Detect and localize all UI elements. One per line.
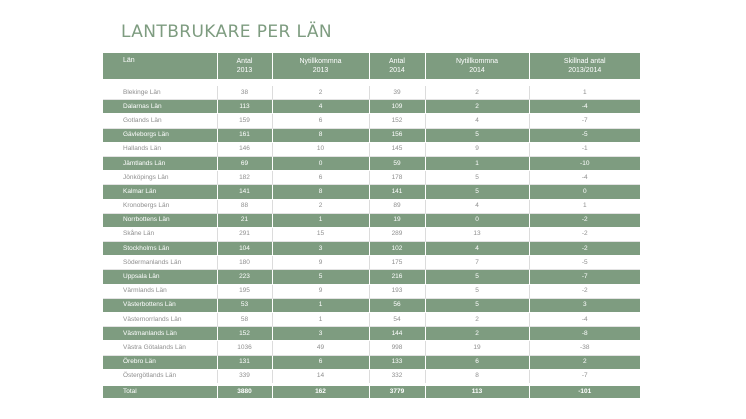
nytillkomna-2014-cell: 2: [425, 327, 529, 341]
nytillkomna-2013-cell: 2: [272, 199, 369, 213]
antal-2014-cell: 144: [369, 327, 425, 341]
table-body: [103, 79, 640, 398]
antal-2014-cell: 56: [369, 298, 425, 312]
nytillkomna-2014-cell: 6: [425, 355, 529, 369]
county-cell: Dalarnas Län: [103, 100, 217, 114]
nytillkomna-2013-cell: 9: [272, 284, 369, 298]
nytillkomna-2014-cell: 1: [425, 156, 529, 170]
nytillkomna-2013-cell: 3: [272, 242, 369, 256]
skillnad-cell: 0: [529, 185, 640, 199]
county-table: [103, 53, 640, 398]
antal-2013-cell: 141: [217, 185, 272, 199]
antal-2013-cell: 88: [217, 199, 272, 213]
nytillkomna-2014-cell: 13: [425, 227, 529, 241]
nytillkomna-2013-cell: 14: [272, 369, 369, 384]
antal-2014-cell: 193: [369, 284, 425, 298]
header-nytillkomna-2013-line-2: 2013: [312, 67, 329, 74]
table-row: [103, 270, 640, 284]
header-nytillkomna-2014-line-2: 2014: [469, 67, 485, 74]
county-cell: Hallands Län: [103, 142, 217, 156]
antal-2013-cell: 182: [217, 171, 272, 185]
antal-2014-cell: 102: [369, 242, 425, 256]
county-cell: Jämtlands Län: [103, 156, 217, 170]
county-table-wrapper: [103, 53, 640, 398]
county-cell: Norrbottens Län: [103, 213, 217, 227]
antal-2014-cell: 998: [369, 341, 425, 355]
antal-2013-cell: 161: [217, 128, 272, 142]
nytillkomna-2013-cell: 8: [272, 185, 369, 199]
skillnad-cell: -2: [529, 284, 640, 298]
table-row: [103, 128, 640, 142]
antal-2014-cell: 109: [369, 100, 425, 114]
nytillkomna-2013-cell: 5: [272, 270, 369, 284]
antal-2014-cell: 54: [369, 313, 425, 327]
header-nytillkomna-2013: [272, 53, 369, 79]
county-cell: Kalmar Län: [103, 185, 217, 199]
antal-2014-cell: 59: [369, 156, 425, 170]
table-row: [103, 86, 640, 100]
header-antal-2013: [217, 53, 272, 79]
nytillkomna-2014-cell: 4: [425, 114, 529, 128]
nytillkomna-2014-cell: 19: [425, 341, 529, 355]
nytillkomna-2013-cell: 1: [272, 313, 369, 327]
county-cell: Västernorrlands Län: [103, 313, 217, 327]
nytillkomna-2014-cell: 2: [425, 86, 529, 100]
total-row: [103, 384, 640, 398]
skillnad-cell: 2: [529, 355, 640, 369]
nytillkomna-2013-cell: 6: [272, 355, 369, 369]
nytillkomna-2013-cell: 2: [272, 86, 369, 100]
skillnad-cell: -7: [529, 114, 640, 128]
total-antal-2014-cell: 3779: [369, 384, 425, 398]
table-row: [103, 199, 640, 213]
antal-2014-cell: 152: [369, 114, 425, 128]
table-row: [103, 242, 640, 256]
county-cell: Västmanlands Län: [103, 327, 217, 341]
header-skillnad-line-2: 2013/2014: [568, 67, 602, 74]
skillnad-cell: -4: [529, 100, 640, 114]
antal-2014-cell: 89: [369, 199, 425, 213]
nytillkomna-2014-cell: 4: [425, 199, 529, 213]
table-row: [103, 313, 640, 327]
county-cell: Södermanlands Län: [103, 256, 217, 270]
total-skillnad-cell: -101: [529, 384, 640, 398]
skillnad-cell: -7: [529, 270, 640, 284]
antal-2013-cell: 58: [217, 313, 272, 327]
nytillkomna-2014-cell: 4: [425, 242, 529, 256]
table-header: [103, 53, 640, 79]
skillnad-cell: -4: [529, 313, 640, 327]
table-row: [103, 256, 640, 270]
skillnad-cell: -2: [529, 242, 640, 256]
antal-2014-cell: 216: [369, 270, 425, 284]
header-skillnad-line-1: Skillnad antal: [563, 58, 606, 65]
table-row: [103, 213, 640, 227]
county-cell: Örebro Län: [103, 355, 217, 369]
header-antal-2013-line-1: Antal: [236, 58, 253, 65]
antal-2013-cell: 113: [217, 100, 272, 114]
antal-2013-cell: 291: [217, 227, 272, 241]
county-cell: Östergötlands Län: [103, 369, 217, 384]
antal-2014-cell: 145: [369, 142, 425, 156]
nytillkomna-2014-cell: 5: [425, 284, 529, 298]
antal-2014-cell: 156: [369, 128, 425, 142]
nytillkomna-2014-cell: 2: [425, 313, 529, 327]
antal-2013-cell: 180: [217, 256, 272, 270]
nytillkomna-2014-cell: 5: [425, 128, 529, 142]
nytillkomna-2013-cell: 8: [272, 128, 369, 142]
header-nytillkomna-2013-line-1: Nytillkommna: [299, 58, 342, 65]
antal-2014-cell: 19: [369, 213, 425, 227]
header-antal-2014: [369, 53, 425, 79]
total-antal-2013-cell: 3880: [217, 384, 272, 398]
skillnad-cell: -38: [529, 341, 640, 355]
antal-2013-cell: 104: [217, 242, 272, 256]
skillnad-cell: -2: [529, 227, 640, 241]
antal-2013-cell: 195: [217, 284, 272, 298]
nytillkomna-2014-cell: 9: [425, 142, 529, 156]
total-nytillkomna-2014-cell: 113: [425, 384, 529, 398]
nytillkomna-2014-cell: 5: [425, 270, 529, 284]
table-row: [103, 327, 640, 341]
header-lan: [103, 53, 217, 79]
header-lan-line: Län: [123, 57, 135, 64]
header-antal-2013-line-2: 2013: [236, 67, 253, 74]
nytillkomna-2014-cell: 2: [425, 100, 529, 114]
total-county-cell: Total: [103, 384, 217, 398]
county-cell: Stockholms Län: [103, 242, 217, 256]
antal-2014-cell: 175: [369, 256, 425, 270]
table-row: [103, 298, 640, 312]
table-row: [103, 355, 640, 369]
header-nytillkomna-2014: [425, 53, 529, 79]
nytillkomna-2013-cell: 9: [272, 256, 369, 270]
county-cell: Blekinge Län: [103, 86, 217, 100]
nytillkomna-2013-cell: 1: [272, 298, 369, 312]
antal-2013-cell: 131: [217, 355, 272, 369]
skillnad-cell: 3: [529, 298, 640, 312]
nytillkomna-2013-cell: 3: [272, 327, 369, 341]
total-nytillkomna-2013-cell: 162: [272, 384, 369, 398]
county-cell: Gävleborgs Län: [103, 128, 217, 142]
nytillkomna-2014-cell: 7: [425, 256, 529, 270]
antal-2013-cell: 53: [217, 298, 272, 312]
page-title: LANTBRUKARE PER LÄN: [121, 22, 332, 42]
antal-2013-cell: 69: [217, 156, 272, 170]
antal-2014-cell: 332: [369, 369, 425, 384]
table-row: [103, 185, 640, 199]
antal-2013-cell: 339: [217, 369, 272, 384]
skillnad-cell: -5: [529, 256, 640, 270]
nytillkomna-2014-cell: 5: [425, 185, 529, 199]
nytillkomna-2013-cell: 0: [272, 156, 369, 170]
antal-2013-cell: 38: [217, 86, 272, 100]
nytillkomna-2013-cell: 15: [272, 227, 369, 241]
nytillkomna-2014-cell: 0: [425, 213, 529, 227]
county-cell: Gotlands Län: [103, 114, 217, 128]
antal-2013-cell: 21: [217, 213, 272, 227]
county-cell: Kronobergs Län: [103, 199, 217, 213]
nytillkomna-2014-cell: 8: [425, 369, 529, 384]
nytillkomna-2013-cell: 49: [272, 341, 369, 355]
table-row: [103, 156, 640, 170]
skillnad-cell: -2: [529, 213, 640, 227]
table-row: [103, 171, 640, 185]
antal-2013-cell: 159: [217, 114, 272, 128]
table-row: [103, 100, 640, 114]
antal-2014-cell: 141: [369, 185, 425, 199]
table-row: [103, 142, 640, 156]
nytillkomna-2013-cell: 6: [272, 171, 369, 185]
nytillkomna-2013-cell: 4: [272, 100, 369, 114]
antal-2014-cell: 133: [369, 355, 425, 369]
table-row: [103, 227, 640, 241]
table-row: [103, 114, 640, 128]
county-cell: Jönköpings Län: [103, 171, 217, 185]
antal-2013-cell: 223: [217, 270, 272, 284]
nytillkomna-2014-cell: 5: [425, 298, 529, 312]
skillnad-cell: -7: [529, 369, 640, 384]
antal-2013-cell: 1036: [217, 341, 272, 355]
county-cell: Västerbottens Län: [103, 298, 217, 312]
nytillkomna-2013-cell: 1: [272, 213, 369, 227]
table-row: [103, 369, 640, 384]
header-skillnad: [529, 53, 640, 79]
skillnad-cell: 1: [529, 86, 640, 100]
antal-2013-cell: 152: [217, 327, 272, 341]
table-row: [103, 341, 640, 355]
antal-2014-cell: 39: [369, 86, 425, 100]
county-cell: Värmlands Län: [103, 284, 217, 298]
antal-2014-cell: 178: [369, 171, 425, 185]
antal-2013-cell: 146: [217, 142, 272, 156]
table-row: [103, 284, 640, 298]
skillnad-cell: -5: [529, 128, 640, 142]
skillnad-cell: -1: [529, 142, 640, 156]
header-antal-2014-line-2: 2014: [389, 67, 405, 74]
header-row: [103, 53, 640, 79]
skillnad-cell: 1: [529, 199, 640, 213]
antal-2014-cell: 289: [369, 227, 425, 241]
header-antal-2014-line-1: Antal: [389, 58, 405, 65]
skillnad-cell: -10: [529, 156, 640, 170]
county-cell: Skåne Län: [103, 227, 217, 241]
nytillkomna-2013-cell: 10: [272, 142, 369, 156]
nytillkomna-2013-cell: 6: [272, 114, 369, 128]
county-cell: Västra Götalands Län: [103, 341, 217, 355]
nytillkomna-2014-cell: 5: [425, 171, 529, 185]
skillnad-cell: -4: [529, 171, 640, 185]
skillnad-cell: -8: [529, 327, 640, 341]
header-nytillkomna-2014-line-1: Nytillkommna: [455, 58, 498, 65]
county-cell: Uppsala Län: [103, 270, 217, 284]
